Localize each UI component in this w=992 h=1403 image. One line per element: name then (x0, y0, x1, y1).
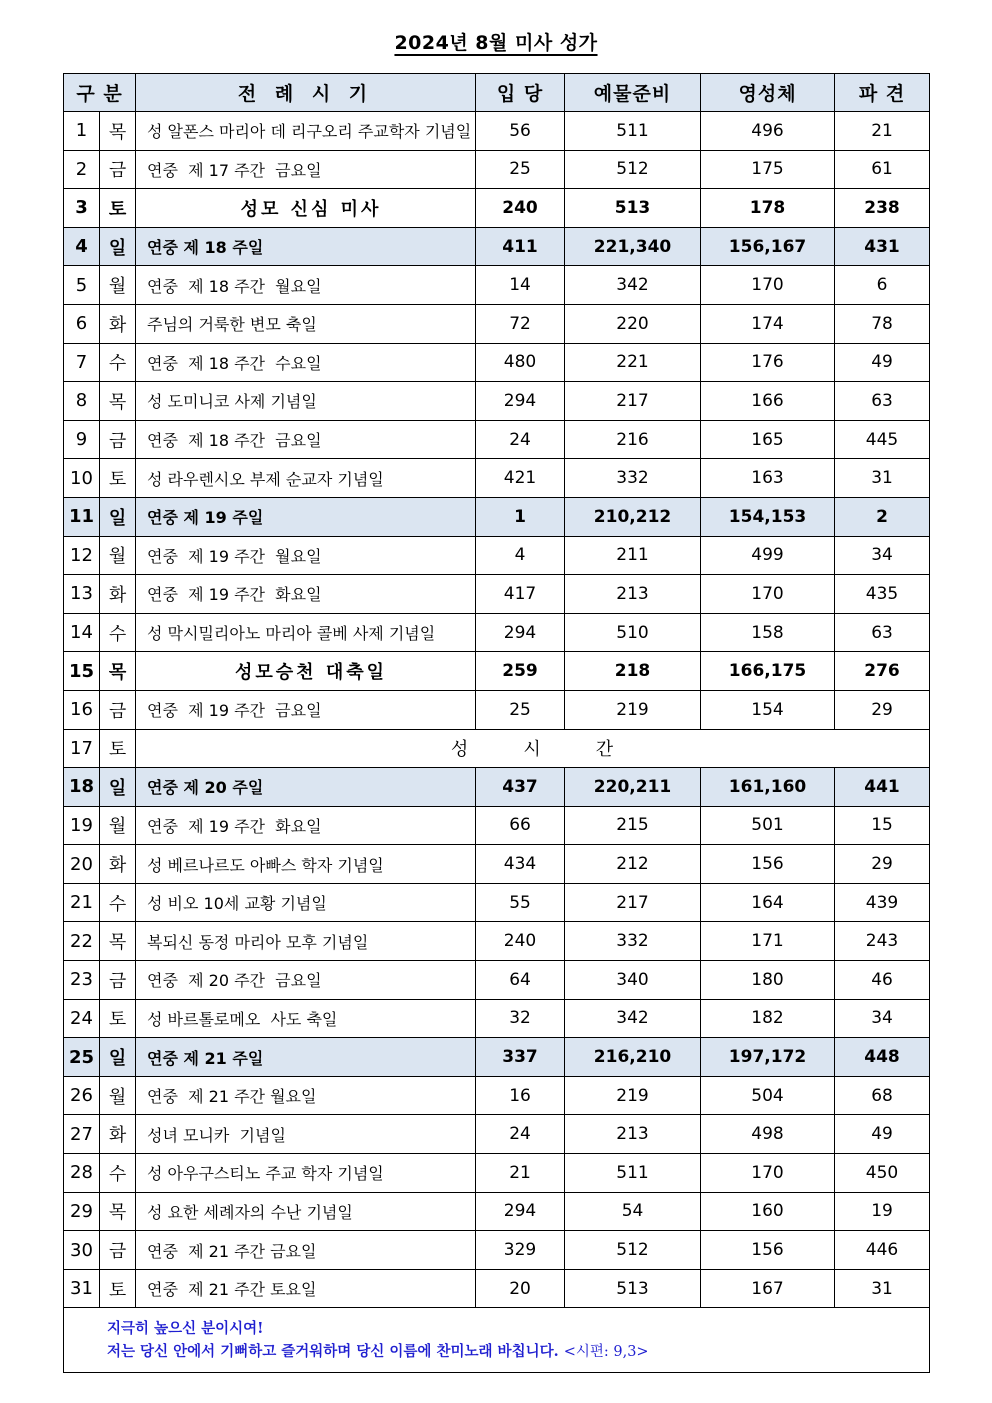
dismissal-cell: 243 (835, 922, 930, 961)
weekday-cell: 화 (100, 1115, 136, 1154)
offertory-cell: 217 (565, 883, 701, 922)
offertory-cell: 210,212 (565, 497, 701, 536)
communion-cell: 158 (701, 613, 835, 652)
season-cell: 연중 제 20 주일 (136, 768, 476, 807)
header-season: 전 례 시 기 (136, 74, 476, 112)
day-cell: 16 (64, 690, 100, 729)
season-cell: 성모승천 대축일 (136, 652, 476, 691)
communion-cell: 163 (701, 459, 835, 498)
season-cell: 성 알폰스 마리아 데 리구오리 주교학자 기념일 (136, 112, 476, 151)
dismissal-cell: 19 (835, 1192, 930, 1231)
table-row (64, 536, 930, 575)
offertory-cell: 221,340 (565, 227, 701, 266)
offertory-cell: 54 (565, 1192, 701, 1231)
table-row (64, 922, 930, 961)
season-cell: 연중 제 21 주간 토요일 (136, 1269, 476, 1308)
dismissal-cell: 435 (835, 575, 930, 614)
season-cell: 복되신 동정 마리아 모후 기념일 (136, 922, 476, 961)
dismissal-cell: 6 (835, 266, 930, 305)
table-row (64, 961, 930, 1000)
dismissal-cell: 29 (835, 690, 930, 729)
communion-cell: 167 (701, 1269, 835, 1308)
entrance-cell: 434 (476, 845, 565, 884)
day-cell: 17 (64, 729, 100, 768)
season-cell: 연중 제 21 주간 월요일 (136, 1076, 476, 1115)
offertory-cell: 215 (565, 806, 701, 845)
table-header-row (64, 74, 930, 112)
offertory-cell: 513 (565, 189, 701, 228)
dismissal-cell: 63 (835, 382, 930, 421)
footer-line-1: 지극히 높으신 분이시여! (107, 1319, 264, 1337)
dismissal-cell: 49 (835, 1115, 930, 1154)
table-row (64, 189, 930, 228)
dismissal-cell: 431 (835, 227, 930, 266)
weekday-cell: 목 (100, 112, 136, 151)
season-cell: 성 베르나르도 아빠스 학자 기념일 (136, 845, 476, 884)
communion-cell: 156 (701, 845, 835, 884)
offertory-cell: 220 (565, 304, 701, 343)
dismissal-cell: 61 (835, 150, 930, 189)
holy-hour-cell (136, 729, 930, 768)
day-cell: 20 (64, 845, 100, 884)
season-cell: 성 막시밀리아노 마리아 콜베 사제 기념일 (136, 613, 476, 652)
offertory-cell: 217 (565, 382, 701, 421)
season-cell: 성모 신심 미사 (136, 189, 476, 228)
footer-ref: <시편: 9,3> (563, 1343, 649, 1360)
season-cell: 연중 제 21 주간 금요일 (136, 1231, 476, 1270)
offertory-cell: 332 (565, 922, 701, 961)
weekday-cell: 수 (100, 883, 136, 922)
dismissal-cell: 439 (835, 883, 930, 922)
weekday-cell: 금 (100, 420, 136, 459)
communion-cell: 496 (701, 112, 835, 151)
offertory-cell: 342 (565, 266, 701, 305)
table-row (64, 1269, 930, 1308)
day-cell: 2 (64, 150, 100, 189)
season-cell: 성 비오 10세 교황 기념일 (136, 883, 476, 922)
table-row (64, 227, 930, 266)
offertory-cell: 510 (565, 613, 701, 652)
season-cell: 연중 제 18 주일 (136, 227, 476, 266)
offertory-cell: 342 (565, 999, 701, 1038)
dismissal-cell: 78 (835, 304, 930, 343)
table-row (64, 613, 930, 652)
weekday-cell: 금 (100, 690, 136, 729)
communion-cell: 182 (701, 999, 835, 1038)
table-row (64, 343, 930, 382)
entrance-cell: 64 (476, 961, 565, 1000)
communion-cell: 504 (701, 1076, 835, 1115)
season-cell: 연중 제 19 주간 화요일 (136, 575, 476, 614)
dismissal-cell: 450 (835, 1154, 930, 1193)
communion-cell: 156,167 (701, 227, 835, 266)
offertory-cell: 219 (565, 690, 701, 729)
weekday-cell: 화 (100, 304, 136, 343)
weekday-cell: 월 (100, 806, 136, 845)
season-cell: 연중 제 19 주간 월요일 (136, 536, 476, 575)
season-cell: 연중 제 18 주간 금요일 (136, 420, 476, 459)
entrance-cell: 25 (476, 690, 565, 729)
table-row (64, 1192, 930, 1231)
table-row (64, 420, 930, 459)
entrance-cell: 337 (476, 1038, 565, 1077)
footer-row (64, 1308, 930, 1373)
entrance-cell: 259 (476, 652, 565, 691)
entrance-cell: 437 (476, 768, 565, 807)
header-gubun: 구 분 (64, 74, 136, 112)
holy-hour-char: 시 (523, 739, 542, 761)
communion-cell: 161,160 (701, 768, 835, 807)
season-cell: 연중 제 18 주간 수요일 (136, 343, 476, 382)
day-cell: 23 (64, 961, 100, 1000)
offertory-cell: 340 (565, 961, 701, 1000)
offertory-cell: 216,210 (565, 1038, 701, 1077)
table-row (64, 112, 930, 151)
dismissal-cell: 441 (835, 768, 930, 807)
dismissal-cell: 2 (835, 497, 930, 536)
entrance-cell: 72 (476, 304, 565, 343)
day-cell: 10 (64, 459, 100, 498)
communion-cell: 160 (701, 1192, 835, 1231)
entrance-cell: 56 (476, 112, 565, 151)
weekday-cell: 일 (100, 1038, 136, 1077)
dismissal-cell: 238 (835, 189, 930, 228)
season-cell: 연중 제 18 주간 월요일 (136, 266, 476, 305)
page-title-text: 2024년 8월 미사 성가 (394, 32, 598, 54)
entrance-cell: 16 (476, 1076, 565, 1115)
weekday-cell: 금 (100, 961, 136, 1000)
entrance-cell: 294 (476, 1192, 565, 1231)
weekday-cell: 토 (100, 189, 136, 228)
weekday-cell: 수 (100, 613, 136, 652)
day-cell: 31 (64, 1269, 100, 1308)
communion-cell: 176 (701, 343, 835, 382)
offertory-cell: 332 (565, 459, 701, 498)
day-cell: 22 (64, 922, 100, 961)
communion-cell: 178 (701, 189, 835, 228)
day-cell: 4 (64, 227, 100, 266)
entrance-cell: 55 (476, 883, 565, 922)
holy-hour-char: 성 (450, 739, 470, 761)
offertory-cell: 221 (565, 343, 701, 382)
dismissal-cell: 448 (835, 1038, 930, 1077)
dismissal-cell: 34 (835, 536, 930, 575)
weekday-cell: 일 (100, 497, 136, 536)
header-entrance: 입 당 (476, 74, 565, 112)
table-row (64, 999, 930, 1038)
communion-cell: 499 (701, 536, 835, 575)
entrance-cell: 240 (476, 922, 565, 961)
holy-hour-char: 간 (595, 739, 615, 761)
weekday-cell: 월 (100, 536, 136, 575)
table-row (64, 459, 930, 498)
weekday-cell: 일 (100, 768, 136, 807)
weekday-cell: 목 (100, 922, 136, 961)
dismissal-cell: 276 (835, 652, 930, 691)
communion-cell: 166 (701, 382, 835, 421)
dismissal-cell: 63 (835, 613, 930, 652)
offertory-cell: 513 (565, 1269, 701, 1308)
footer-line-2-text: 저는 당신 안에서 기뻐하고 즐거워하며 당신 이름에 찬미노래 바칩니다. (107, 1342, 559, 1360)
communion-cell: 174 (701, 304, 835, 343)
season-cell: 연중 제 20 주간 금요일 (136, 961, 476, 1000)
season-cell: 성 도미니코 사제 기념일 (136, 382, 476, 421)
entrance-cell: 21 (476, 1154, 565, 1193)
day-cell: 25 (64, 1038, 100, 1077)
offertory-cell: 212 (565, 845, 701, 884)
table-row (64, 497, 930, 536)
communion-cell: 164 (701, 883, 835, 922)
dismissal-cell: 31 (835, 459, 930, 498)
day-cell: 26 (64, 1076, 100, 1115)
entrance-cell: 294 (476, 613, 565, 652)
season-cell: 연중 제 21 주일 (136, 1038, 476, 1077)
day-cell: 14 (64, 613, 100, 652)
table-row (64, 690, 930, 729)
table-row (64, 382, 930, 421)
weekday-cell: 토 (100, 459, 136, 498)
entrance-cell: 240 (476, 189, 565, 228)
entrance-cell: 480 (476, 343, 565, 382)
communion-cell: 165 (701, 420, 835, 459)
season-cell: 성녀 모니카 기념일 (136, 1115, 476, 1154)
table-row (64, 1038, 930, 1077)
day-cell: 13 (64, 575, 100, 614)
communion-cell: 170 (701, 266, 835, 305)
day-cell: 19 (64, 806, 100, 845)
table-row (64, 845, 930, 884)
table-body (64, 112, 930, 1308)
dismissal-cell: 46 (835, 961, 930, 1000)
offertory-cell: 511 (565, 1154, 701, 1193)
page-title (0, 29, 992, 57)
day-cell: 27 (64, 1115, 100, 1154)
season-cell: 연중 제 17 주간 금요일 (136, 150, 476, 189)
entrance-cell: 66 (476, 806, 565, 845)
day-cell: 30 (64, 1231, 100, 1270)
entrance-cell: 421 (476, 459, 565, 498)
header-communion: 영성체 (701, 74, 835, 112)
dismissal-cell: 445 (835, 420, 930, 459)
dismissal-cell: 446 (835, 1231, 930, 1270)
offertory-cell: 218 (565, 652, 701, 691)
entrance-cell: 1 (476, 497, 565, 536)
day-cell: 7 (64, 343, 100, 382)
day-cell: 28 (64, 1154, 100, 1193)
day-cell: 29 (64, 1192, 100, 1231)
dismissal-cell: 31 (835, 1269, 930, 1308)
season-cell: 성 바르톨로메오 사도 축일 (136, 999, 476, 1038)
hymn-schedule-table (63, 73, 930, 1373)
offertory-cell: 213 (565, 1115, 701, 1154)
dismissal-cell: 21 (835, 112, 930, 151)
offertory-cell: 219 (565, 1076, 701, 1115)
day-cell: 8 (64, 382, 100, 421)
offertory-cell: 512 (565, 1231, 701, 1270)
table-row (64, 1154, 930, 1193)
offertory-cell: 213 (565, 575, 701, 614)
season-cell: 성 아우구스티노 주교 학자 기념일 (136, 1154, 476, 1193)
communion-cell: 154 (701, 690, 835, 729)
offertory-cell: 216 (565, 420, 701, 459)
weekday-cell: 월 (100, 1076, 136, 1115)
entrance-cell: 24 (476, 420, 565, 459)
offertory-cell: 512 (565, 150, 701, 189)
dismissal-cell: 68 (835, 1076, 930, 1115)
entrance-cell: 411 (476, 227, 565, 266)
communion-cell: 498 (701, 1115, 835, 1154)
table-row (64, 304, 930, 343)
weekday-cell: 월 (100, 266, 136, 305)
season-cell: 연중 제 19 주간 금요일 (136, 690, 476, 729)
day-cell: 1 (64, 112, 100, 151)
communion-cell: 501 (701, 806, 835, 845)
day-cell: 18 (64, 768, 100, 807)
weekday-cell: 금 (100, 150, 136, 189)
season-cell: 성 요한 세례자의 수난 기념일 (136, 1192, 476, 1231)
weekday-cell: 목 (100, 652, 136, 691)
communion-cell: 154,153 (701, 497, 835, 536)
weekday-cell: 수 (100, 343, 136, 382)
day-cell: 15 (64, 652, 100, 691)
table-row (64, 806, 930, 845)
weekday-cell: 토 (100, 1269, 136, 1308)
weekday-cell: 일 (100, 227, 136, 266)
dismissal-cell: 34 (835, 999, 930, 1038)
footer-line-2 (107, 1340, 929, 1364)
season-cell: 연중 제 19 주간 화요일 (136, 806, 476, 845)
day-cell: 9 (64, 420, 100, 459)
dismissal-cell: 49 (835, 343, 930, 382)
table-row (64, 768, 930, 807)
dismissal-cell: 15 (835, 806, 930, 845)
table-row (64, 575, 930, 614)
table-row (64, 1076, 930, 1115)
offertory-cell: 211 (565, 536, 701, 575)
day-cell: 3 (64, 189, 100, 228)
table-row (64, 652, 930, 691)
day-cell: 21 (64, 883, 100, 922)
entrance-cell: 20 (476, 1269, 565, 1308)
day-cell: 24 (64, 999, 100, 1038)
season-cell: 주님의 거룩한 변모 축일 (136, 304, 476, 343)
entrance-cell: 294 (476, 382, 565, 421)
entrance-cell: 32 (476, 999, 565, 1038)
communion-cell: 170 (701, 1154, 835, 1193)
weekday-cell: 수 (100, 1154, 136, 1193)
weekday-cell: 목 (100, 382, 136, 421)
communion-cell: 180 (701, 961, 835, 1000)
footer-verse (64, 1308, 930, 1373)
weekday-cell: 화 (100, 575, 136, 614)
weekday-cell: 목 (100, 1192, 136, 1231)
weekday-cell: 토 (100, 999, 136, 1038)
season-cell: 성 라우렌시오 부제 순교자 기념일 (136, 459, 476, 498)
table-row (64, 1231, 930, 1270)
table-row (64, 883, 930, 922)
header-offertory: 예물준비 (565, 74, 701, 112)
weekday-cell: 토 (100, 729, 136, 768)
dismissal-cell: 29 (835, 845, 930, 884)
header-dismissal: 파 견 (835, 74, 930, 112)
entrance-cell: 14 (476, 266, 565, 305)
communion-cell: 171 (701, 922, 835, 961)
day-cell: 11 (64, 497, 100, 536)
table-row (64, 266, 930, 305)
communion-cell: 166,175 (701, 652, 835, 691)
day-cell: 5 (64, 266, 100, 305)
season-cell: 연중 제 19 주일 (136, 497, 476, 536)
weekday-cell: 금 (100, 1231, 136, 1270)
day-cell: 6 (64, 304, 100, 343)
table-row (64, 1115, 930, 1154)
communion-cell: 175 (701, 150, 835, 189)
table-row (64, 729, 930, 768)
weekday-cell: 화 (100, 845, 136, 884)
day-cell: 12 (64, 536, 100, 575)
entrance-cell: 25 (476, 150, 565, 189)
entrance-cell: 329 (476, 1231, 565, 1270)
entrance-cell: 24 (476, 1115, 565, 1154)
communion-cell: 170 (701, 575, 835, 614)
communion-cell: 156 (701, 1231, 835, 1270)
offertory-cell: 220,211 (565, 768, 701, 807)
table-row (64, 150, 930, 189)
entrance-cell: 4 (476, 536, 565, 575)
entrance-cell: 417 (476, 575, 565, 614)
offertory-cell: 511 (565, 112, 701, 151)
communion-cell: 197,172 (701, 1038, 835, 1077)
